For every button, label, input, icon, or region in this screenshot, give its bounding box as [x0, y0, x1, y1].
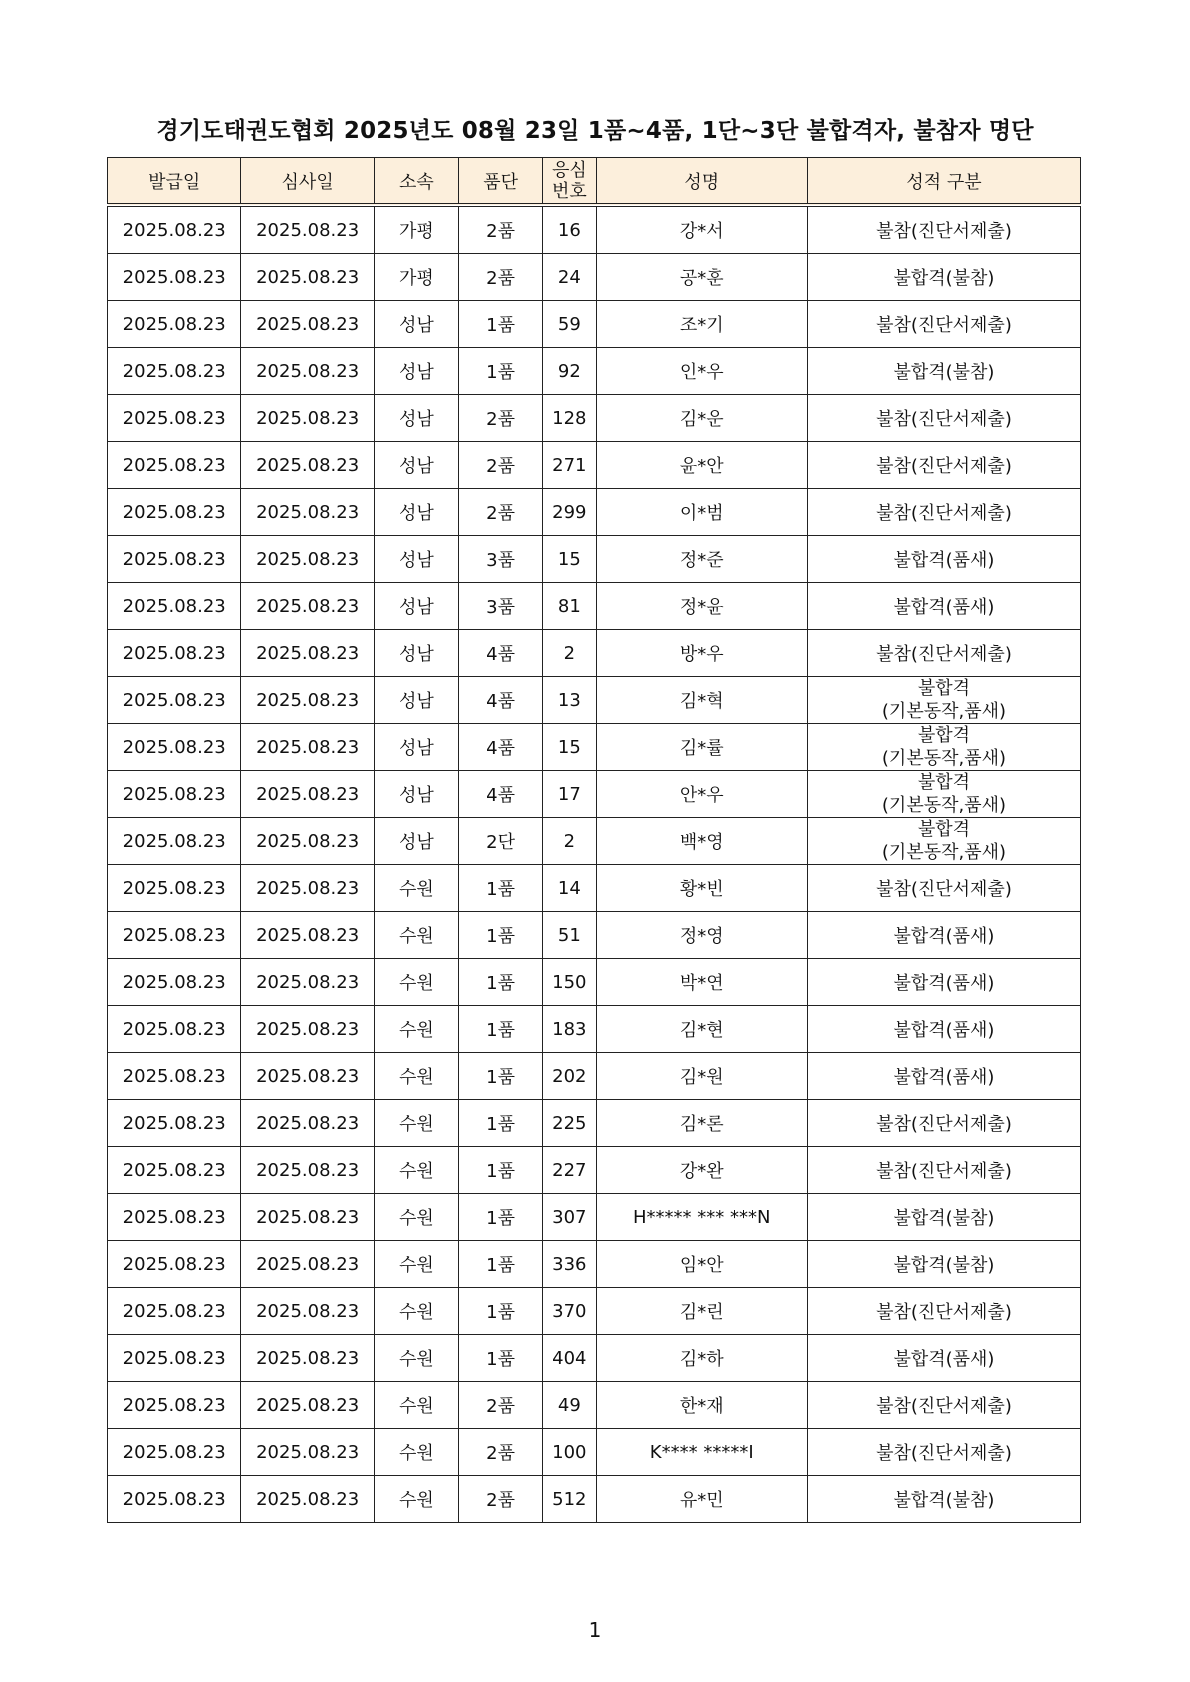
cell-rank: 1품 — [459, 959, 543, 1006]
table-row — [108, 1100, 1081, 1147]
cell-result: 불참(진단서제출) — [807, 1288, 1080, 1335]
table-row — [108, 865, 1081, 912]
cell-exam-date: 2025.08.23 — [241, 301, 374, 348]
cell-affiliation: 가평 — [374, 205, 458, 254]
table-row — [108, 1241, 1081, 1288]
document-title: 경기도태권도협회 2025년도 08월 23일 1품~4품, 1단~3단 불합격자, 불참자 명단 — [156, 118, 1034, 144]
cell-result: 불합격(품새) — [807, 1335, 1080, 1382]
page-number: 1 — [588, 1618, 602, 1642]
cell-issue-date: 2025.08.23 — [108, 630, 241, 677]
cell-exam-number: 271 — [543, 442, 596, 489]
cell-name: 정*영 — [596, 912, 807, 959]
table-header-row — [108, 158, 1081, 206]
cell-name: K**** *****I — [596, 1429, 807, 1476]
cell-rank: 2품 — [459, 254, 543, 301]
cell-affiliation: 수원 — [374, 959, 458, 1006]
cell-rank: 1품 — [459, 1288, 543, 1335]
cell-exam-number: 183 — [543, 1006, 596, 1053]
cell-issue-date: 2025.08.23 — [108, 771, 241, 818]
cell-name: 공*훈 — [596, 254, 807, 301]
cell-exam-date: 2025.08.23 — [241, 348, 374, 395]
cell-result — [807, 771, 1080, 818]
cell-name: 김*운 — [596, 395, 807, 442]
cell-affiliation: 성남 — [374, 536, 458, 583]
cell-issue-date: 2025.08.23 — [108, 724, 241, 771]
cell-exam-number: 2 — [543, 630, 596, 677]
cell-rank: 4품 — [459, 724, 543, 771]
cell-rank: 1품 — [459, 301, 543, 348]
cell-exam-date: 2025.08.23 — [241, 724, 374, 771]
cell-affiliation: 수원 — [374, 1006, 458, 1053]
cell-affiliation: 수원 — [374, 1194, 458, 1241]
cell-name: 정*윤 — [596, 583, 807, 630]
cell-affiliation: 수원 — [374, 912, 458, 959]
cell-exam-number: 13 — [543, 677, 596, 724]
cell-result: 불참(진단서제출) — [807, 205, 1080, 254]
cell-rank: 1품 — [459, 1241, 543, 1288]
cell-exam-number: 128 — [543, 395, 596, 442]
cell-name: 강*서 — [596, 205, 807, 254]
cell-rank: 2품 — [459, 489, 543, 536]
table-row — [108, 912, 1081, 959]
cell-exam-number: 15 — [543, 724, 596, 771]
cell-result: 불참(진단서제출) — [807, 865, 1080, 912]
cell-exam-number: 24 — [543, 254, 596, 301]
cell-rank: 1품 — [459, 1053, 543, 1100]
header-issue-date: 발급일 — [108, 158, 241, 206]
cell-exam-date: 2025.08.23 — [241, 1288, 374, 1335]
cell-issue-date: 2025.08.23 — [108, 442, 241, 489]
cell-rank: 1품 — [459, 348, 543, 395]
cell-exam-number: 202 — [543, 1053, 596, 1100]
cell-issue-date: 2025.08.23 — [108, 1006, 241, 1053]
cell-exam-number: 404 — [543, 1335, 596, 1382]
cell-result-line1: 불합격 — [917, 725, 971, 746]
cell-affiliation: 수원 — [374, 1429, 458, 1476]
cell-exam-date: 2025.08.23 — [241, 771, 374, 818]
cell-result: 불참(진단서제출) — [807, 395, 1080, 442]
cell-exam-number: 299 — [543, 489, 596, 536]
cell-exam-number: 92 — [543, 348, 596, 395]
cell-rank: 1품 — [459, 1335, 543, 1382]
cell-result-line1: 불합격 — [917, 819, 971, 840]
cell-issue-date: 2025.08.23 — [108, 583, 241, 630]
cell-result: 불합격(품새) — [807, 1053, 1080, 1100]
cell-rank: 4품 — [459, 771, 543, 818]
cell-name: 유*민 — [596, 1476, 807, 1523]
cell-issue-date: 2025.08.23 — [108, 205, 241, 254]
cell-result: 불참(진단서제출) — [807, 1382, 1080, 1429]
cell-affiliation: 수원 — [374, 1288, 458, 1335]
table-row — [108, 1382, 1081, 1429]
cell-issue-date: 2025.08.23 — [108, 912, 241, 959]
header-exam-number-line1: 응심 — [551, 159, 587, 181]
table-row — [108, 724, 1081, 771]
table-row — [108, 205, 1081, 254]
cell-affiliation: 성남 — [374, 771, 458, 818]
table-row — [108, 1476, 1081, 1523]
cell-result: 불합격(품새) — [807, 583, 1080, 630]
cell-rank: 2단 — [459, 818, 543, 865]
table-row — [108, 254, 1081, 301]
cell-exam-date: 2025.08.23 — [241, 865, 374, 912]
cell-exam-number: 16 — [543, 205, 596, 254]
cell-exam-date: 2025.08.23 — [241, 583, 374, 630]
cell-exam-number: 14 — [543, 865, 596, 912]
cell-exam-number: 227 — [543, 1147, 596, 1194]
table-row — [108, 301, 1081, 348]
cell-issue-date: 2025.08.23 — [108, 1382, 241, 1429]
cell-affiliation: 성남 — [374, 724, 458, 771]
header-result: 성적 구분 — [807, 158, 1080, 206]
cell-exam-number: 17 — [543, 771, 596, 818]
cell-name: 황*빈 — [596, 865, 807, 912]
header-affiliation: 소속 — [374, 158, 458, 206]
cell-rank: 4품 — [459, 630, 543, 677]
cell-result: 불참(진단서제출) — [807, 1429, 1080, 1476]
cell-name: 김*하 — [596, 1335, 807, 1382]
cell-issue-date: 2025.08.23 — [108, 1335, 241, 1382]
cell-rank: 2품 — [459, 395, 543, 442]
cell-exam-number: 2 — [543, 818, 596, 865]
cell-name: 이*범 — [596, 489, 807, 536]
cell-affiliation: 가평 — [374, 254, 458, 301]
cell-rank: 2품 — [459, 205, 543, 254]
cell-issue-date: 2025.08.23 — [108, 301, 241, 348]
cell-name: 강*완 — [596, 1147, 807, 1194]
table-row — [108, 1147, 1081, 1194]
cell-result-line1: 불합격 — [917, 678, 971, 699]
cell-exam-date: 2025.08.23 — [241, 1147, 374, 1194]
cell-exam-date: 2025.08.23 — [241, 630, 374, 677]
cell-affiliation: 성남 — [374, 395, 458, 442]
cell-rank: 2품 — [459, 1382, 543, 1429]
cell-name: 김*원 — [596, 1053, 807, 1100]
table-row — [108, 489, 1081, 536]
cell-exam-number: 51 — [543, 912, 596, 959]
cell-exam-date: 2025.08.23 — [241, 536, 374, 583]
cell-exam-date: 2025.08.23 — [241, 1335, 374, 1382]
table-row — [108, 1288, 1081, 1335]
cell-result: 불합격(품새) — [807, 959, 1080, 1006]
cell-rank: 2품 — [459, 1476, 543, 1523]
cell-exam-date: 2025.08.23 — [241, 1476, 374, 1523]
cell-issue-date: 2025.08.23 — [108, 1147, 241, 1194]
cell-rank: 3품 — [459, 583, 543, 630]
cell-affiliation: 수원 — [374, 1382, 458, 1429]
cell-result — [807, 818, 1080, 865]
cell-name: 방*우 — [596, 630, 807, 677]
cell-affiliation: 성남 — [374, 442, 458, 489]
cell-result: 불참(진단서제출) — [807, 442, 1080, 489]
cell-result-line2: (기본동작,품새) — [881, 842, 1007, 863]
cell-issue-date: 2025.08.23 — [108, 818, 241, 865]
cell-rank: 1품 — [459, 912, 543, 959]
results-table — [107, 157, 1081, 1523]
cell-exam-number: 307 — [543, 1194, 596, 1241]
cell-exam-number: 100 — [543, 1429, 596, 1476]
cell-rank: 1품 — [459, 1147, 543, 1194]
cell-result: 불합격(불참) — [807, 1476, 1080, 1523]
cell-issue-date: 2025.08.23 — [108, 865, 241, 912]
cell-name: 김*혁 — [596, 677, 807, 724]
cell-issue-date: 2025.08.23 — [108, 1241, 241, 1288]
cell-issue-date: 2025.08.23 — [108, 959, 241, 1006]
cell-result-line2: (기본동작,품새) — [881, 795, 1007, 816]
table-row — [108, 771, 1081, 818]
cell-result-line2: (기본동작,품새) — [881, 748, 1007, 769]
cell-affiliation: 성남 — [374, 677, 458, 724]
header-exam-date: 심사일 — [241, 158, 374, 206]
cell-exam-number: 59 — [543, 301, 596, 348]
cell-name: 김*론 — [596, 1100, 807, 1147]
cell-affiliation: 성남 — [374, 630, 458, 677]
cell-exam-date: 2025.08.23 — [241, 395, 374, 442]
cell-result: 불합격(품새) — [807, 1006, 1080, 1053]
cell-rank: 2품 — [459, 442, 543, 489]
table-row — [108, 1006, 1081, 1053]
cell-name: 김*률 — [596, 724, 807, 771]
cell-exam-date: 2025.08.23 — [241, 818, 374, 865]
cell-rank: 1품 — [459, 1100, 543, 1147]
table-row — [108, 1335, 1081, 1382]
cell-exam-date: 2025.08.23 — [241, 1194, 374, 1241]
cell-affiliation: 수원 — [374, 1241, 458, 1288]
cell-rank: 1품 — [459, 865, 543, 912]
cell-result: 불합격(불참) — [807, 1241, 1080, 1288]
table-body — [108, 205, 1081, 1523]
cell-issue-date: 2025.08.23 — [108, 1288, 241, 1335]
cell-affiliation: 수원 — [374, 1053, 458, 1100]
cell-exam-date: 2025.08.23 — [241, 254, 374, 301]
table-row — [108, 1429, 1081, 1476]
table-row — [108, 959, 1081, 1006]
table-row — [108, 583, 1081, 630]
cell-result: 불합격(불참) — [807, 1194, 1080, 1241]
cell-affiliation: 성남 — [374, 301, 458, 348]
cell-issue-date: 2025.08.23 — [108, 1053, 241, 1100]
table-row — [108, 677, 1081, 724]
cell-name: 인*우 — [596, 348, 807, 395]
cell-affiliation: 수원 — [374, 1147, 458, 1194]
cell-name: 백*영 — [596, 818, 807, 865]
table-row — [108, 1053, 1081, 1100]
cell-affiliation: 성남 — [374, 489, 458, 536]
cell-result-line1: 불합격 — [917, 772, 971, 793]
cell-issue-date: 2025.08.23 — [108, 1194, 241, 1241]
cell-affiliation: 수원 — [374, 1335, 458, 1382]
cell-affiliation: 성남 — [374, 818, 458, 865]
cell-result: 불합격(품새) — [807, 912, 1080, 959]
cell-issue-date: 2025.08.23 — [108, 1476, 241, 1523]
header-exam-number-line2: 번호 — [551, 180, 587, 202]
cell-rank: 1품 — [459, 1194, 543, 1241]
cell-rank: 1품 — [459, 1006, 543, 1053]
cell-rank: 3품 — [459, 536, 543, 583]
cell-result: 불합격(불참) — [807, 348, 1080, 395]
cell-exam-number: 512 — [543, 1476, 596, 1523]
cell-result: 불참(진단서제출) — [807, 630, 1080, 677]
cell-exam-date: 2025.08.23 — [241, 912, 374, 959]
cell-result: 불합격(불참) — [807, 254, 1080, 301]
cell-name: 윤*안 — [596, 442, 807, 489]
table-row — [108, 630, 1081, 677]
cell-result: 불참(진단서제출) — [807, 301, 1080, 348]
cell-issue-date: 2025.08.23 — [108, 1100, 241, 1147]
cell-result: 불참(진단서제출) — [807, 1147, 1080, 1194]
cell-name: 한*재 — [596, 1382, 807, 1429]
cell-exam-date: 2025.08.23 — [241, 1429, 374, 1476]
cell-exam-number: 49 — [543, 1382, 596, 1429]
cell-issue-date: 2025.08.23 — [108, 677, 241, 724]
cell-issue-date: 2025.08.23 — [108, 254, 241, 301]
cell-issue-date: 2025.08.23 — [108, 395, 241, 442]
cell-exam-date: 2025.08.23 — [241, 1006, 374, 1053]
header-exam-number — [543, 158, 596, 206]
cell-result-line2: (기본동작,품새) — [881, 701, 1007, 722]
table-row — [108, 818, 1081, 865]
table-row — [108, 536, 1081, 583]
table-row — [108, 1194, 1081, 1241]
cell-name: 박*연 — [596, 959, 807, 1006]
cell-affiliation: 성남 — [374, 348, 458, 395]
cell-exam-date: 2025.08.23 — [241, 1241, 374, 1288]
cell-exam-number: 225 — [543, 1100, 596, 1147]
cell-name: 안*우 — [596, 771, 807, 818]
cell-exam-date: 2025.08.23 — [241, 205, 374, 254]
cell-issue-date: 2025.08.23 — [108, 489, 241, 536]
cell-result: 불합격(품새) — [807, 536, 1080, 583]
cell-exam-number: 370 — [543, 1288, 596, 1335]
cell-result: 불참(진단서제출) — [807, 1100, 1080, 1147]
cell-affiliation: 수원 — [374, 1100, 458, 1147]
cell-affiliation: 수원 — [374, 865, 458, 912]
cell-name: H***** *** ***N — [596, 1194, 807, 1241]
cell-exam-date: 2025.08.23 — [241, 959, 374, 1006]
cell-name: 조*기 — [596, 301, 807, 348]
cell-name: 정*준 — [596, 536, 807, 583]
cell-exam-date: 2025.08.23 — [241, 1382, 374, 1429]
table-row — [108, 395, 1081, 442]
cell-rank: 4품 — [459, 677, 543, 724]
cell-exam-number: 150 — [543, 959, 596, 1006]
cell-exam-date: 2025.08.23 — [241, 1100, 374, 1147]
cell-affiliation: 성남 — [374, 583, 458, 630]
header-name: 성명 — [596, 158, 807, 206]
cell-issue-date: 2025.08.23 — [108, 348, 241, 395]
cell-issue-date: 2025.08.23 — [108, 1429, 241, 1476]
table-row — [108, 442, 1081, 489]
cell-name: 김*현 — [596, 1006, 807, 1053]
cell-rank: 2품 — [459, 1429, 543, 1476]
cell-name: 김*린 — [596, 1288, 807, 1335]
cell-exam-date: 2025.08.23 — [241, 442, 374, 489]
cell-name: 임*안 — [596, 1241, 807, 1288]
cell-affiliation: 수원 — [374, 1476, 458, 1523]
cell-exam-number: 81 — [543, 583, 596, 630]
cell-exam-date: 2025.08.23 — [241, 489, 374, 536]
cell-exam-date: 2025.08.23 — [241, 1053, 374, 1100]
cell-result: 불참(진단서제출) — [807, 489, 1080, 536]
cell-exam-number: 336 — [543, 1241, 596, 1288]
table-row — [108, 348, 1081, 395]
cell-exam-date: 2025.08.23 — [241, 677, 374, 724]
cell-exam-number: 15 — [543, 536, 596, 583]
cell-issue-date: 2025.08.23 — [108, 536, 241, 583]
cell-result — [807, 677, 1080, 724]
header-rank: 품단 — [459, 158, 543, 206]
cell-result — [807, 724, 1080, 771]
